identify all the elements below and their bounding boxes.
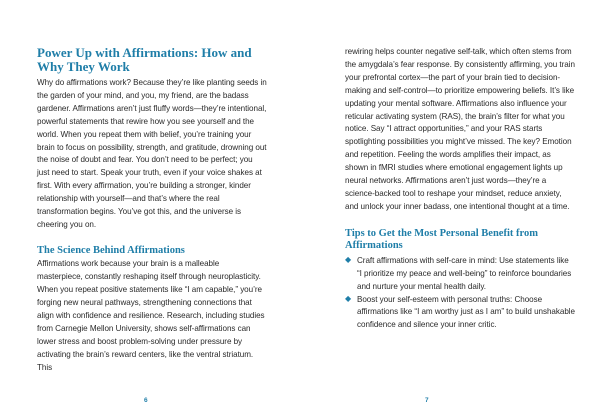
page-number-left: 6 [144, 397, 148, 404]
tips-heading: Tips to Get the Most Personal Benefit from Affirmations [345, 227, 538, 252]
list-item [345, 294, 575, 333]
tip-text: Craft affirmations with self-care in mind: Use statements like “I prioritize my peace and well-being” to reinforce boundaries and nurture your mental health daily. [357, 255, 572, 291]
right-column [345, 46, 575, 332]
list-item [345, 255, 575, 294]
diamond-bullet-icon: ◆ [345, 254, 352, 264]
page-number-right: 7 [425, 397, 429, 404]
chapter-heading: Power Up with Affirmations: How and Why They Work [37, 45, 252, 74]
science-paragraph: Affirmations work because your brain is a malleable masterpiece, constantly reshaping itself through neuroplasticity. When you repeat positive statements like “I am capable,” you’re forging new neural pathways, strengthening connections that align with confidence and resilience. Research, including studies from Carnegie Mellon University, shows self-affirmations can lower stress and boost problem-solving under pressure by activating the brain’s reward centers, like the ventral striatum. This [37, 259, 265, 372]
continued-paragraph: rewiring helps counter negative self-talk, which often stems from the amygdala’s fear response. By consistently affirming, you train your prefrontal cortex—the part of your brain tied to decision-making and self-control—to prioritize empowering beliefs. It’s like updating your mental software. Affirmations also influence your reticular activating system (RAS), the brain’s filter for what you notice. Say “I attract opportunities,” and your RAS starts spotlighting possibilities you might’ve missed. The key? Emotion and repetition. Feeling the words amplifies their impact, as shown in fMRI studies where emotional engagement lights up neural networks. Affirmations aren’t just words—they’re a science-backed tool to reshape your mindset, reduce anxiety, and unlock your inner badass, one intentional thought at a time. [345, 47, 575, 211]
intro-paragraph: Why do affirmations work? Because they’re like planting seeds in the garden of your mind, and you, my friend, are the badass gardener. Affirmations aren’t just fluffy words—they’re intentional, powerful statements that rewire how you see yourself and the world. When you repeat them with belief, you’re training your brain to focus on possibility, strength, and gratitude, drowning out the noise of doubt and fear. You don’t need to be perfect; you just need to start. Speak your truth, even if your voice shakes at first. With every affirmation, you’re building a stronger, kinder relationship with yourself—and that’s where the real transformation begins. You’ve got this, and the universe is cheering you on. [37, 78, 267, 229]
right-page [300, 0, 600, 420]
tip-text: Boost your self-esteem with personal truths: Choose affirmations like “I am worthy just as I am” to build unshakable confidence and silence your inner critic. [357, 294, 575, 330]
left-column [37, 46, 267, 375]
diamond-bullet-icon: ◆ [345, 293, 352, 303]
science-heading: The Science Behind Affirmations [37, 244, 185, 256]
tips-list [345, 255, 575, 332]
